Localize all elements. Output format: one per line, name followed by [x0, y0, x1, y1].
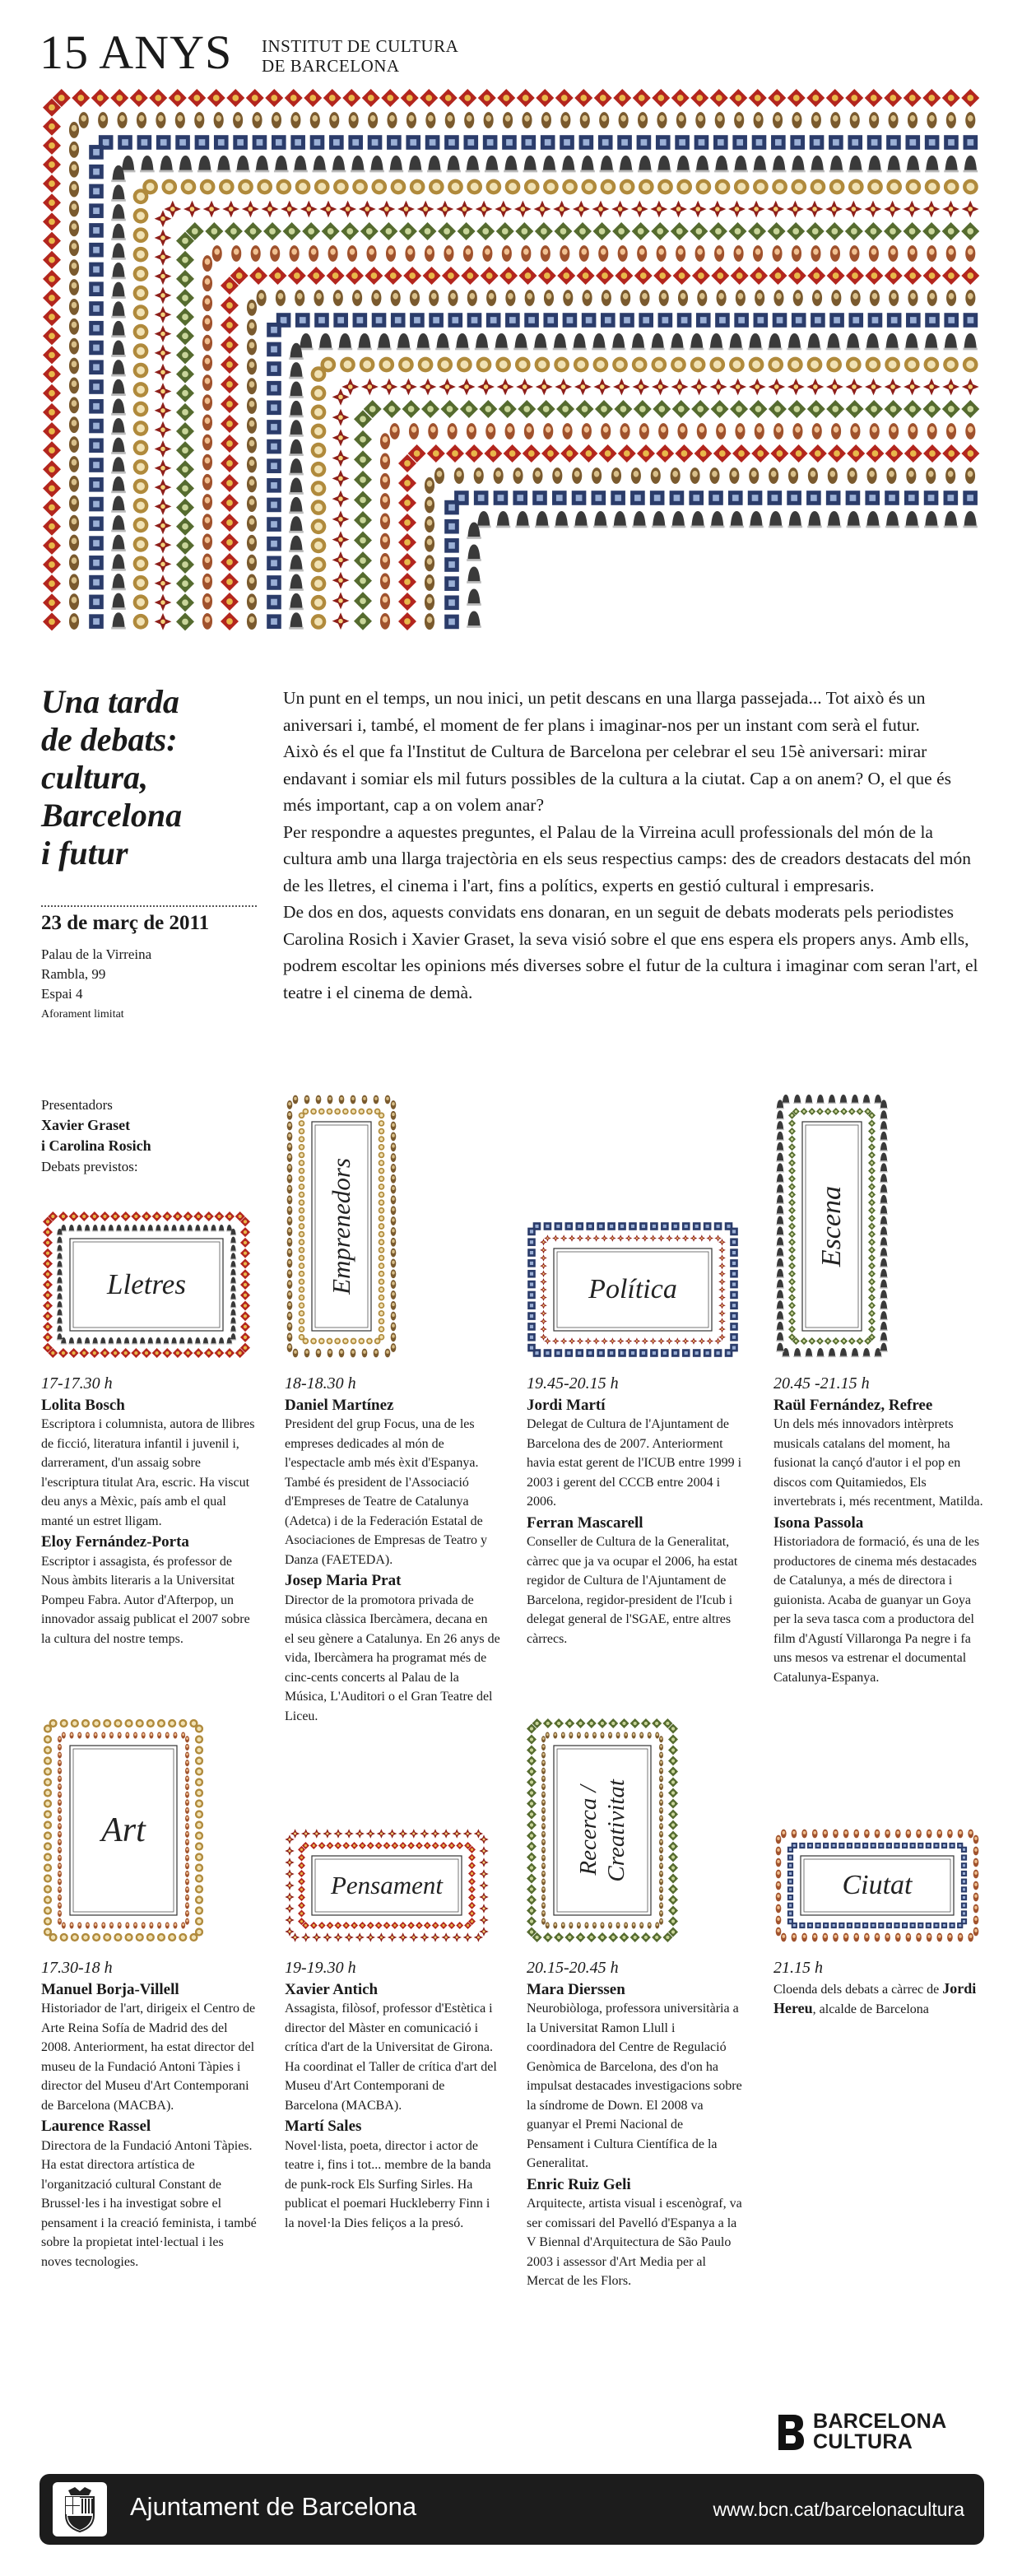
closing-text-post: , alcalde de Barcelona	[812, 2002, 929, 2016]
frame-label-line: Recerca /	[575, 1785, 602, 1876]
debate-time: 17.30-18 h	[41, 1959, 113, 1977]
event-title-line: cultura,	[41, 759, 149, 796]
frame-escena	[775, 1095, 889, 1358]
participant-bio: President del grup Focus, una de les empreses dedicades al món de l'espectacle amb més èxit d'Espanya. També és president de l'Associació d'Empreses de Teatre de Catalunya (Adetca) i de la Federación Estatal de Asociaciones de Empresas de Teatro y Danza (FAETEDA).	[285, 1417, 488, 1567]
header-institution-line2: DE BARCELONA	[262, 56, 400, 76]
participant-name: Raül Fernández, Refree	[773, 1396, 933, 1414]
debate-politica	[527, 1374, 742, 1648]
participant-name: Daniel Martínez	[285, 1396, 394, 1414]
debate-time: 20.15-20.45 h	[527, 1959, 619, 1977]
debate-time: 18-18.30 h	[285, 1374, 356, 1393]
participant-name: Eloy Fernández-Porta	[41, 1533, 189, 1551]
event-title	[41, 683, 263, 872]
event-title-line: i futur	[41, 835, 128, 872]
participant-bio: Escriptor i assagista, és professor de Nous àmbits literaris a la Universitat Pompeu Fabra. Autor d'Afterpop, un innovador assaig publicat el 2007 sobre la cultura del nostre temps.	[41, 1554, 250, 1646]
shield-icon	[53, 2482, 107, 2536]
debate-time: 21.15 h	[773, 1959, 823, 1977]
frame-recerca-creativitat	[527, 1718, 678, 1942]
frame-label	[285, 1095, 398, 1358]
participant-name: Xavier Antich	[285, 1980, 379, 1998]
frame-label-text: Emprenedors	[327, 1158, 355, 1295]
header-institution-line1: INSTITUT DE CULTURA	[262, 36, 459, 56]
participant-name: Laurence Rassel	[41, 2118, 151, 2135]
event-venue-line: Palau de la Virreina	[41, 946, 152, 962]
debate-emprenedors	[285, 1374, 500, 1726]
frame-label: Ciutat	[842, 1870, 913, 1900]
participant-bio: Assagista, filòsof, professor d'Estètica i director del Màster en comunicació i crítica d'art de la Universitat de Girona. Ha coordinat el Taller de crítica d'art del Museu d'Art Contemporani de Barcelona (MACBA).	[285, 2002, 497, 2113]
divider	[41, 905, 257, 907]
participant-name: Enric Ruiz Geli	[527, 2175, 631, 2193]
participant-name: Ferran Mascarell	[527, 1514, 643, 1532]
event-venue-line: Espai 4	[41, 986, 83, 1002]
participant-bio: Conseller de Cultura de la Generalitat, càrrec que ja va ocupar el 2006, ha estat regidor de Cultura de l'Ajuntament de Barcelona, regidor-president de l'Icub i delegat general de l'SGAE, entre altres càrrecs.	[527, 1535, 738, 1646]
event-capacity: Aforament limitat	[41, 1008, 124, 1021]
participant-bio: Historiadora de formació, és una de les productores de cinema més destacades de Catalunya, a més de directora i guionista. Acaba de guanyar un Goya per la seva tasca com a productora del film d'Agustí Villaronga Pa negre i fa uns mesos va estrenar el documental Catalunya-Espanya.	[773, 1535, 980, 1685]
frame-label: Pensament	[330, 1871, 444, 1899]
event-date: 23 de març de 2011	[41, 912, 210, 934]
frame-politica	[527, 1221, 739, 1358]
participant-name: Jordi Hereu	[773, 1979, 977, 2016]
frame-pensament	[285, 1829, 489, 1942]
debate-time: 17-17.30 h	[41, 1374, 113, 1393]
event-title-line: Una tarda	[41, 683, 179, 720]
frame-lletres	[43, 1211, 250, 1358]
debate-time: 19-19.30 h	[285, 1959, 356, 1977]
frame-label: Art	[101, 1811, 146, 1849]
participant-bio: Director de la promotora privada de música clàssica Ibercàmera, decana en el seu gènere a Catalunya. En 26 anys de vida, Ibercàmera ha programat més de cinc-cents concerts al Palau de la Música, L'Auditori o el Gran Teatre del Liceu.	[285, 1593, 500, 1723]
debates-label: Debats previstos:	[41, 1159, 138, 1174]
event-venue-line: Rambla, 99	[41, 966, 106, 982]
intro-text	[283, 685, 979, 1006]
event-title-line: Barcelona	[41, 797, 183, 834]
decorative-pattern-artwork	[43, 89, 989, 640]
header-title: 15 ANYS	[39, 26, 233, 79]
participant-name: Mara Dierssen	[527, 1980, 625, 1998]
participant-bio: Arquitecte, artista visual i escenògraf, va ser comissari del Pavelló d'Espanya a la V Biennal d'Arquitectura de São Paulo 2003 i assessor d'Art Media per al Mercat de les Flors.	[527, 2197, 742, 2288]
presenters	[41, 1095, 151, 1177]
debate-time: 20.45 -21.15 h	[773, 1374, 870, 1393]
brand-line1: BARCELONA	[813, 2410, 947, 2433]
event-title-line: de debats:	[41, 721, 178, 758]
participant-name: Jordi Martí	[527, 1396, 606, 1414]
intro-paragraph: Això és el que fa l'Institut de Cultura de Barcelona per celebrar el seu 15è aniversari: mirar endavant i somiar els mil futurs possibles de la cultura a la ciutat. Cap a on anem? O, el que és més important, cap a on volem anar?	[283, 742, 951, 815]
participant-name: Josep Maria Prat	[285, 1572, 402, 1589]
header-institution	[262, 36, 458, 76]
closing-text-pre: Cloenda dels debats a càrrec de	[773, 1982, 940, 1997]
frame-label: Política	[588, 1274, 677, 1304]
debate-recerca	[527, 1959, 742, 2291]
debate-escena	[773, 1374, 989, 1687]
frame-label-text	[574, 1779, 630, 1882]
coat-of-arms-icon	[53, 2482, 107, 2536]
frame-label	[527, 1718, 678, 1942]
frame-label: Lletres	[107, 1268, 186, 1300]
debate-pensament	[285, 1959, 500, 2233]
presenter-name: Xavier Graset	[41, 1117, 131, 1133]
presenter-name: i Carolina Rosich	[41, 1137, 151, 1154]
frame-art	[43, 1718, 204, 1942]
presenters-label: Presentadors	[41, 1097, 113, 1113]
frame-ciutat	[773, 1829, 981, 1942]
intro-paragraph: De dos en dos, aquests convidats ens donaran, en un seguit de debats moderats pels periodistes Carolina Rosich i Xavier Graset, la seva visió sobre el que ens espera els propers anys. Amb ells, podrem escoltar les opinions més diverses sobre el futur de la cultura i imaginar com seran l'art, el teatre i el cinema de demà.	[283, 902, 978, 1002]
participant-name: Isona Passola	[773, 1514, 864, 1532]
participant-bio: Neurobiòloga, professora universitària a la Universitat Ramon Llull i coordinadora del Centre de Regulació Genòmica de Barcelona, des d'on ha impulsat destacades investigacions sobre la síndrome de Down. El 2008 va guanyar el Premi Nacional de Pensament i Cultura Científica de la Generalitat.	[527, 2002, 742, 2170]
intro-paragraph: Un punt en el temps, un nou inici, un petit descans en una llarga passejada... Tot això és un aniversari i, també, el moment de fer plans i imaginar-nos per un instant com serà el futur.	[283, 688, 926, 735]
participant-bio: Directora de la Fundació Antoni Tàpies. Ha estat directora artística de l'organització cultural Constant de Brussel·les i ha investigat sobre el pensament i la creació feminista, i també sobre la propietat intel·lectual i les noves tecnologies.	[41, 2138, 257, 2269]
footer-city-council: Ajuntament de Barcelona	[130, 2492, 417, 2521]
participant-bio: Un dels més innovadors intèrprets musicals catalans del moment, ha fusionat la cançó d'autor i el pop en discos com Quitamiedos, Els invertebrats i, més recentment, Matilda.	[773, 1417, 983, 1509]
participant-bio: Historiador de l'art, dirigeix el Centro de Arte Reina Sofía de Madrid des del 2008. Anteriorment, ha estat director del museu de la Fundació Antoni Tàpies i director del Museu d'Art Contemporani de Barcelona (MACBA).	[41, 2002, 256, 2113]
frame-label	[775, 1095, 889, 1358]
participant-bio: Escriptora i columnista, autora de llibres de ficció, literatura infantil i juvenil i, darrerament, d'un assaig sobre l'escriptura titulat Ara, escric. Ha viscut deu anys a Mèxic, país amb el qual manté un estret lligam.	[41, 1417, 255, 1528]
participant-name: Manuel Borja-Villell	[41, 1980, 179, 1998]
debate-art	[41, 1959, 257, 2271]
frame-label-text: Escena	[816, 1185, 847, 1267]
frame-emprenedors	[285, 1095, 398, 1358]
participant-name: Martí Sales	[285, 2118, 362, 2135]
debate-time: 19.45-20.15 h	[527, 1374, 619, 1393]
brand-line2: CULTURA	[813, 2430, 913, 2453]
b-logo-icon	[777, 2413, 805, 2451]
participant-bio: Novel·lista, poeta, director i actor de teatre i, fins i tot... membre de la banda de punk-rock Els Surfing Sirles. Ha publicat el poemari Huckleberry Finn i la novel·la Dies feliços a la presó.	[285, 2138, 491, 2230]
frame-label-line: Creativitat	[603, 1779, 629, 1882]
closing-text	[773, 1979, 989, 2020]
debate-lletres	[41, 1374, 257, 1648]
footer-url-link[interactable]: www.bcn.cat/barcelonacultura	[713, 2499, 964, 2520]
intro-paragraph: Per respondre a aquestes preguntes, el Palau de la Virreina acull professionals del món de la cultura amb una llarga trajectòria en els seus respectius camps: des de creadors destacats del món de les lletres, el cinema i l'art, fins a polítics, experts en gestió cultural i empresaris.	[283, 821, 971, 895]
debate-ciutat	[773, 1959, 989, 2020]
participant-name: Lolita Bosch	[41, 1396, 125, 1414]
participant-bio: Delegat de Cultura de l'Ajuntament de Barcelona des de 2007. Anteriorment havia estat gerent de l'ICUB entre 1999 i 2003 i gerent del CCCB entre 2004 i 2006.	[527, 1417, 742, 1509]
